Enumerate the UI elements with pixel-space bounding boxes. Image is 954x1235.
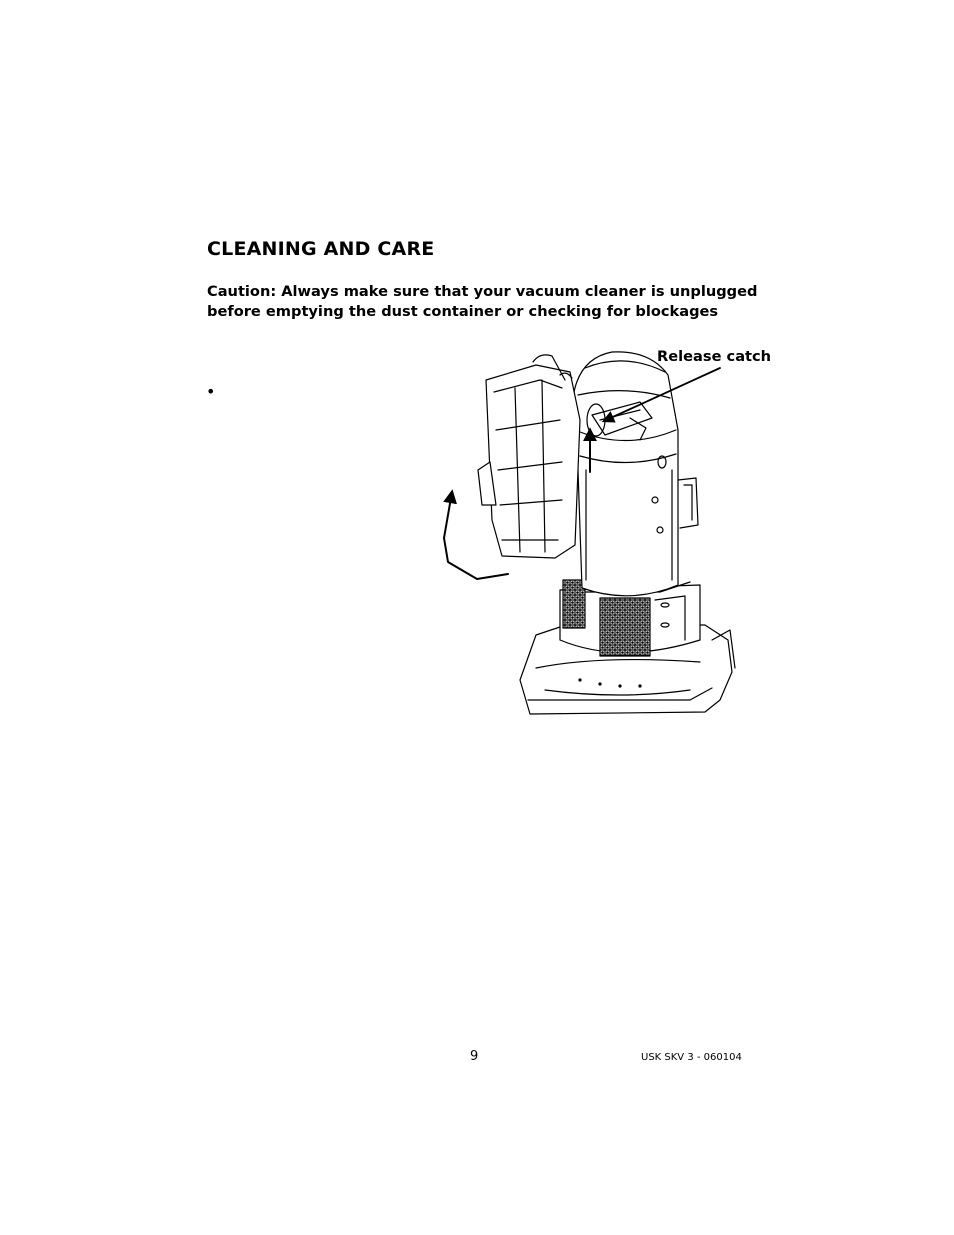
- release-catch-label: Release catch: [657, 348, 772, 365]
- bullet-point: •: [206, 382, 216, 401]
- caution-text: Caution: Always make sure that your vacuum cleaner is unplugged before emptying the dust container or checking for blockages: [207, 283, 758, 320]
- document-code: USK SKV 3 - 060104: [641, 1052, 742, 1063]
- vacuum-cleaner-illustration: [430, 340, 770, 730]
- filter-cover: [478, 355, 580, 558]
- page-number: 9: [470, 1049, 479, 1064]
- section-heading: CLEANING AND CARE: [207, 238, 435, 260]
- dust-container: [572, 352, 698, 596]
